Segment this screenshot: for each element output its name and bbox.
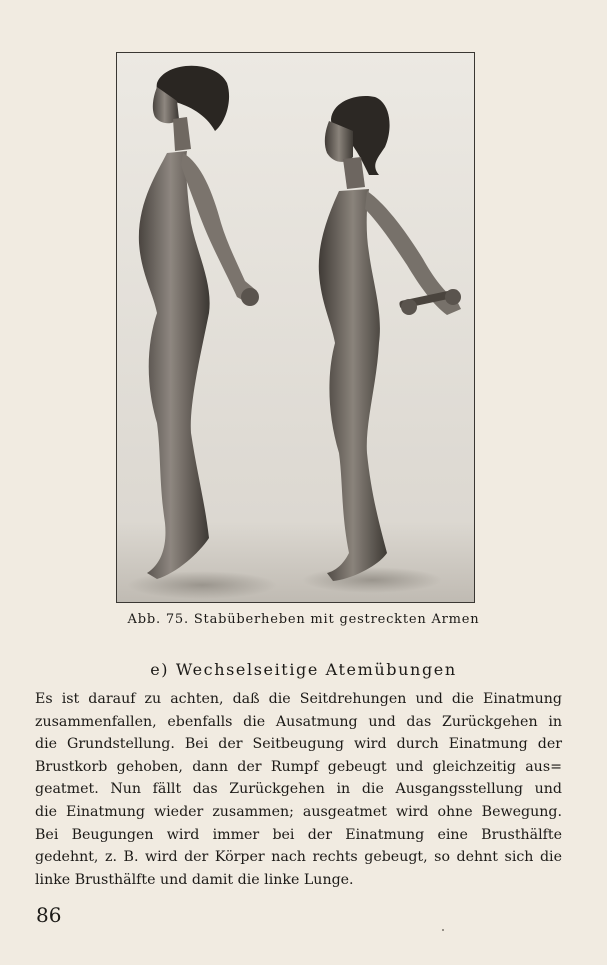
section-heading: e) Wechselseitige Atemübungen bbox=[150, 660, 457, 679]
paragraph-line: linke Brusthälfte und damit die linke Lunge. bbox=[35, 871, 354, 888]
paragraph-line: Brustkorb gehoben, dann der Rumpf gebeugt und gleichzeitig aus= bbox=[35, 758, 562, 775]
paragraph-line: die Einatmung wieder zusammen; ausgeatmet wird ohne Bewegung. bbox=[35, 803, 562, 820]
page-number: 86 bbox=[36, 903, 62, 927]
paragraph-line: die Grundstellung. Bei der Seitbeugung wird durch Einatmung der bbox=[35, 736, 562, 753]
paragraph-line: Bei Beugungen wird immer bei der Einatmung eine Brusthälfte bbox=[35, 826, 562, 843]
paragraph-line: zusammenfallen, ebenfalls die Ausatmung und das Zurückgehen in bbox=[35, 713, 562, 730]
paragraph-line: gedehnt, z. B. wird der Körper nach rechts gebeugt, so dehnt sich die bbox=[35, 849, 562, 866]
body-paragraph bbox=[35, 688, 562, 891]
paragraph-line: Es ist darauf zu achten, daß die Seitdrehungen und die Einatmung bbox=[35, 691, 562, 707]
figure-photograph bbox=[116, 52, 475, 603]
figure-caption: Abb. 75. Stabüberheben mit gestreckten Armen bbox=[127, 612, 480, 627]
paragraph-line: geatmet. Nun fällt das Zurückgehen in die Ausgangsstellung und bbox=[35, 781, 562, 798]
photo-illustration bbox=[117, 53, 475, 603]
paper-speck bbox=[442, 929, 444, 931]
